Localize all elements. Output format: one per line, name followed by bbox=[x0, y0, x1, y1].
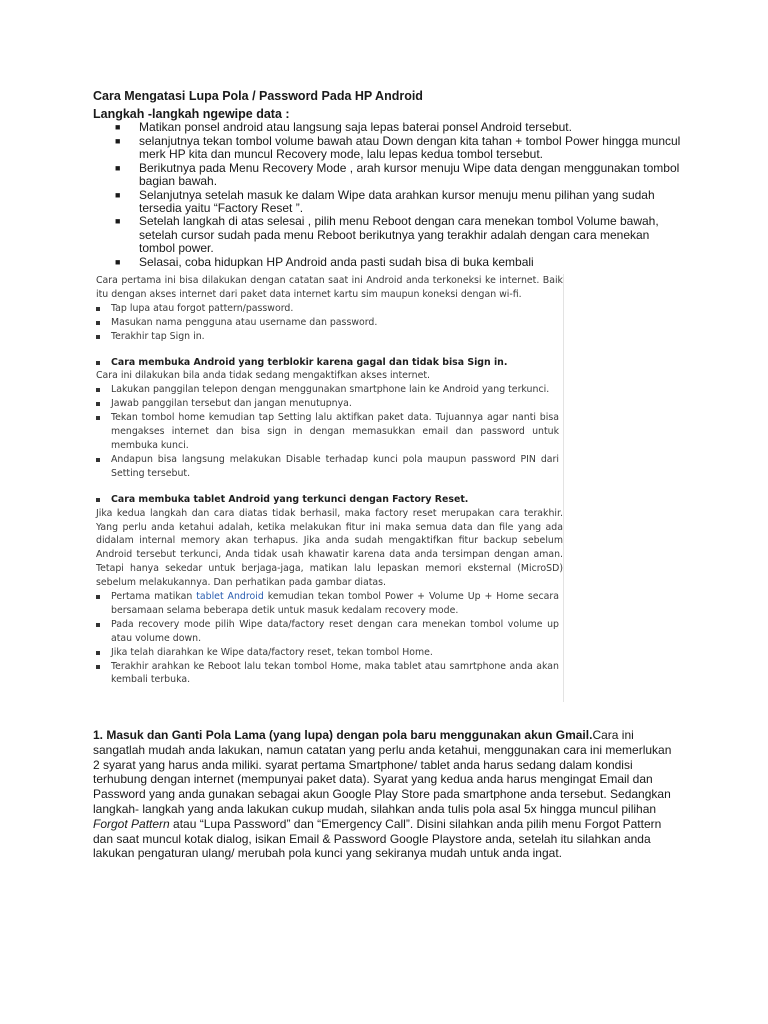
bullet-icon bbox=[96, 623, 100, 627]
bullet-icon bbox=[96, 498, 100, 502]
bullet-icon bbox=[96, 307, 100, 311]
section-text: Cara ini dilakukan bila anda tidak sedang mengaktifkan akses internet. bbox=[96, 370, 430, 382]
list-item: Lakukan panggilan telepon dengan menggunakan smartphone lain ke Android yang terkunci. bbox=[90, 383, 563, 397]
bullet-icon bbox=[96, 458, 100, 462]
bullet-icon bbox=[96, 416, 100, 420]
list-item: Pada recovery mode pilih Wipe data/factory reset dengan cara menekan tombol volume up atau volume down. bbox=[90, 618, 563, 646]
bullet-icon bbox=[96, 651, 100, 655]
square-bullet-icon: ■ bbox=[115, 256, 121, 267]
list-item: Masukan nama pengguna atau username dan password. bbox=[90, 316, 563, 330]
embedded-screenshot bbox=[90, 274, 564, 702]
square-bullet-icon: ■ bbox=[115, 216, 121, 227]
bullet-icon bbox=[96, 335, 100, 339]
section2-list bbox=[90, 383, 563, 480]
list-item: ■ Berikutnya pada Menu Recovery Mode , arah kursor menuju Wipe data dengan menggunakan tombol bagian bawah. bbox=[115, 160, 680, 188]
intro-list bbox=[90, 302, 563, 344]
bullet-icon bbox=[96, 665, 100, 669]
square-bullet-icon: ■ bbox=[115, 162, 121, 173]
body-paragraph: 1. Masuk dan Ganti Pola Lama (yang lupa) dengan pola baru menggunakan akun Gmail.Cara ini sangatlah mudah anda lakukan, namun catatan yang perlu anda ketahui, menggunakan cara ini memerlukan 2 syarat yang harus anda miliki. syarat pertama Smartphone/ tablet anda harus sedang dalam kondisi terhubung dengan internet (mempunyai paket data). Syarat yang kedua anda harus mengingat Email dan Password yang anda gunakan sebagai akun Google Play Store pada smartphone anda tersebut. Sedangkan langkah- langkah yang anda lakukan cukup mudah, silahkan anda tulis pola asal 5x hingga muncul pilihan Forgot Pattern atau “Lupa Password” dan “Emergency Call”. Disini silahkan anda pilih menu Forgot Pattern dan saat muncul kotak dialog, isikan Email & Password Google Playstore anda, setelah itu silahkan anda lakukan pengaturan ulang/ merubah pola kunci yang sekiranya mudah untuk anda ingat. bbox=[93, 728, 672, 861]
section3-list bbox=[90, 590, 563, 687]
list-item: Terakhir arahkan ke Reboot lalu tekan tombol Home, maka tablet atau samrtphone anda akan kembali terbuka. bbox=[90, 660, 563, 688]
screenshot-intro: Cara pertama ini bisa dilakukan dengan catatan saat ini Android anda terkoneksi ke internet. Baik itu dengan akses internet dari paket data internet kartu sim maupun koneksi dengan wi-fi. bbox=[96, 275, 563, 300]
list-item: Pertama matikan tablet Android kemudian tekan tombol Power + Volume Up + Home secara bersamaan selama beberapa detik untuk masuk kedalam recovery mode. bbox=[90, 590, 563, 618]
bullet-icon bbox=[96, 361, 100, 365]
list-item: Andapun bisa langsung melakukan Disable terhadap kunci pola maupun password PIN dari Setting tersebut. bbox=[90, 453, 563, 481]
section-heading: Cara membuka Android yang terblokir karena gagal dan tidak bisa Sign in. bbox=[90, 356, 563, 370]
list-item: ■ Selasai, coba hidupkan HP Android anda pasti sudah bisa di buka kembali bbox=[115, 254, 534, 269]
list-item: ■ Selanjutnya setelah masuk ke dalam Wipe data arahkan kursor menuju menu pilihan yang sudah tersedia yaitu “Factory Reset ”. bbox=[115, 187, 655, 215]
steps-heading: Langkah -langkah ngewipe data : bbox=[93, 107, 290, 121]
list-item: ■ selanjutnya tekan tombol volume bawah atau Down dengan kita tahan + tombol Power hingga muncul merk HP kita dan muncul Recovery mode, lalu lepas kedua tombol tersebut. bbox=[115, 133, 681, 161]
emphasis-text: Forgot Pattern bbox=[93, 816, 170, 831]
bullet-icon bbox=[96, 321, 100, 325]
tablet-android-link[interactable]: tablet Android bbox=[196, 591, 264, 603]
list-item: ■ Matikan ponsel android atau langsung saja lepas baterai ponsel Android tersebut. bbox=[115, 120, 572, 134]
list-item: ■ Setelah langkah di atas selesai , pilih menu Reboot dengan cara menekan tombol Volume bawah, setelah cursor sudah pada menu Reboot berikutnya yang terakhir adalah dengan cara menekan tombol power. bbox=[115, 214, 659, 255]
list-item: Tekan tombol home kemudian tap Setting lalu aktifkan paket data. Tujuannya agar nanti bisa mengakses internet dan bisa sign in dengan memasukkan email dan password untuk membuka kunci. bbox=[90, 411, 563, 453]
list-item: Terakhir tap Sign in. bbox=[90, 330, 563, 344]
section-heading: Cara membuka tablet Android yang terkunci dengan Factory Reset. bbox=[90, 493, 563, 507]
page-title: Cara Mengatasi Lupa Pola / Password Pada HP Android bbox=[93, 89, 423, 103]
bullet-icon bbox=[96, 402, 100, 406]
paragraph-lead: 1. Masuk dan Ganti Pola Lama (yang lupa) dengan pola baru menggunakan akun Gmail. bbox=[93, 728, 593, 742]
list-item: Tap lupa atau forgot pattern/password. bbox=[90, 302, 563, 316]
steps-list bbox=[93, 121, 683, 269]
bullet-icon bbox=[96, 595, 100, 599]
square-bullet-icon: ■ bbox=[115, 189, 121, 200]
bullet-icon bbox=[96, 388, 100, 392]
list-item: Jawab panggilan tersebut dan jangan menutupnya. bbox=[90, 397, 563, 411]
section-text: Jika kedua langkah dan cara diatas tidak berhasil, maka factory reset merupakan cara terakhir. Yang perlu anda ketahui adalah, ketika melakukan fitur ini maka semua data dan file yang ada didalam internal memory akan terhapus. Jika anda sudah mengaktifkan fitur backup sebelum Android tersebut terkunci, Anda tidak usah khawatir karena data anda tersimpan dengan aman. Tetapi hanya sekedar untuk berjaga-jaga, matikan lalu lepaskan memori eksternal (MicroSD) sebelum melakukannya. Dan perhatikan pada gambar diatas. bbox=[96, 507, 563, 589]
list-item: Jika telah diarahkan ke Wipe data/factory reset, tekan tombol Home. bbox=[90, 646, 563, 660]
square-bullet-icon: ■ bbox=[115, 122, 121, 132]
square-bullet-icon: ■ bbox=[115, 135, 121, 146]
